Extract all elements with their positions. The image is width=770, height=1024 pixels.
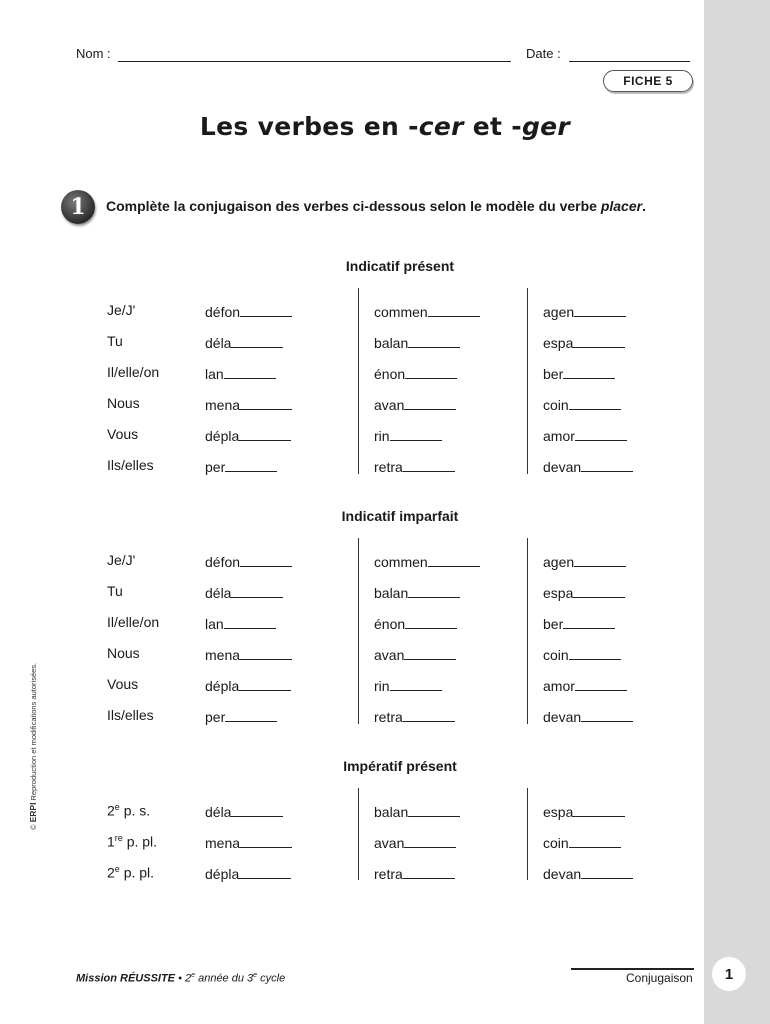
- verb-stem-entry[interactable]: agen: [543, 302, 626, 320]
- answer-blank[interactable]: [225, 457, 277, 472]
- verb-stem-entry[interactable]: déla: [205, 583, 283, 601]
- column-divider: [358, 288, 359, 474]
- verb-stem-entry[interactable]: lan: [205, 364, 276, 382]
- verb-stem-entry[interactable]: rin: [374, 426, 442, 444]
- column-divider: [527, 788, 528, 880]
- column-divider: [527, 288, 528, 474]
- answer-blank[interactable]: [240, 302, 292, 317]
- answer-blank[interactable]: [408, 802, 460, 817]
- verb-stem-entry[interactable]: devan: [543, 864, 633, 882]
- date-label: Date :: [526, 46, 561, 61]
- verb-stem-entry[interactable]: coin: [543, 833, 621, 851]
- answer-blank[interactable]: [569, 395, 621, 410]
- verb-stem-entry[interactable]: espa: [543, 802, 625, 820]
- answer-blank[interactable]: [390, 426, 442, 441]
- person-label: 2e p. s.: [107, 802, 151, 819]
- page-title: Les verbes en -cer et -ger: [199, 112, 571, 141]
- pronoun-label: Il/elle/on: [107, 614, 160, 630]
- answer-blank[interactable]: [240, 645, 292, 660]
- pronoun-label: Tu: [107, 333, 123, 349]
- answer-blank[interactable]: [404, 395, 456, 410]
- pronoun-label: Nous: [107, 395, 140, 411]
- verb-stem-entry[interactable]: rin: [374, 676, 442, 694]
- answer-blank[interactable]: [240, 395, 292, 410]
- pronoun-label: Tu: [107, 583, 123, 599]
- verb-stem-entry[interactable]: coin: [543, 645, 621, 663]
- verb-stem-entry[interactable]: amor: [543, 426, 627, 444]
- verb-stem-entry[interactable]: déla: [205, 333, 283, 351]
- footer-section-label: Conjugaison: [626, 971, 693, 985]
- answer-blank[interactable]: [240, 833, 292, 848]
- answer-blank[interactable]: [563, 364, 615, 379]
- answer-blank[interactable]: [403, 864, 455, 879]
- verb-stem-entry[interactable]: dépla: [205, 426, 291, 444]
- verb-stem-entry[interactable]: agen: [543, 552, 626, 570]
- pronoun-label: Nous: [107, 645, 140, 661]
- answer-blank[interactable]: [581, 707, 633, 722]
- verb-stem-entry[interactable]: devan: [543, 457, 633, 475]
- verb-stem-entry[interactable]: coin: [543, 395, 621, 413]
- verb-stem-entry[interactable]: balan: [374, 802, 460, 820]
- verb-stem-entry[interactable]: dépla: [205, 864, 291, 882]
- pronoun-label: Vous: [107, 676, 139, 692]
- answer-blank[interactable]: [224, 614, 276, 629]
- verb-stem-entry[interactable]: amor: [543, 676, 627, 694]
- answer-blank[interactable]: [563, 614, 615, 629]
- column-divider: [527, 538, 528, 724]
- section-title-indicatif-present: Indicatif présent: [345, 258, 455, 274]
- page-number: 1: [712, 957, 746, 991]
- copyright-notice: © ERPI Reproduction et modifications autorisées.: [28, 662, 38, 830]
- answer-blank[interactable]: [404, 833, 456, 848]
- answer-blank[interactable]: [575, 426, 627, 441]
- answer-blank[interactable]: [403, 457, 455, 472]
- verb-stem-entry[interactable]: commen: [374, 302, 480, 320]
- answer-blank[interactable]: [573, 802, 625, 817]
- pronoun-label: Ils/elles: [107, 707, 154, 723]
- verb-stem-entry[interactable]: espa: [543, 333, 625, 351]
- answer-blank[interactable]: [574, 302, 626, 317]
- answer-blank[interactable]: [575, 676, 627, 691]
- answer-blank[interactable]: [390, 676, 442, 691]
- activity-instruction: Complète la conjugaison des verbes ci-dessous selon le modèle du verbe placer.: [106, 198, 646, 214]
- answer-blank[interactable]: [574, 552, 626, 567]
- verb-stem-entry[interactable]: énon: [374, 364, 457, 382]
- answer-blank[interactable]: [581, 457, 633, 472]
- answer-blank[interactable]: [231, 333, 283, 348]
- verb-stem-entry[interactable]: espa: [543, 583, 625, 601]
- verb-stem-entry[interactable]: retra: [374, 864, 455, 882]
- answer-blank[interactable]: [404, 645, 456, 660]
- answer-blank[interactable]: [573, 333, 625, 348]
- answer-blank[interactable]: [240, 552, 292, 567]
- answer-blank[interactable]: [231, 802, 283, 817]
- section-title-imperatif-present: Impératif présent: [343, 758, 457, 774]
- date-field[interactable]: [569, 61, 690, 62]
- answer-blank[interactable]: [569, 645, 621, 660]
- answer-blank[interactable]: [231, 583, 283, 598]
- answer-blank[interactable]: [403, 707, 455, 722]
- answer-blank[interactable]: [405, 614, 457, 629]
- verb-stem-entry[interactable]: lan: [205, 614, 276, 632]
- verb-stem-entry[interactable]: mena: [205, 833, 292, 851]
- verb-stem-entry[interactable]: retra: [374, 457, 455, 475]
- answer-blank[interactable]: [408, 333, 460, 348]
- answer-blank[interactable]: [428, 302, 480, 317]
- answer-blank[interactable]: [239, 426, 291, 441]
- verb-stem-entry[interactable]: per: [205, 457, 277, 475]
- verb-stem-entry[interactable]: avan: [374, 833, 456, 851]
- answer-blank[interactable]: [428, 552, 480, 567]
- pronoun-label: Ils/elles: [107, 457, 154, 473]
- answer-blank[interactable]: [239, 864, 291, 879]
- verb-stem-entry[interactable]: énon: [374, 614, 457, 632]
- answer-blank[interactable]: [224, 364, 276, 379]
- answer-blank[interactable]: [405, 364, 457, 379]
- nom-label: Nom :: [76, 46, 111, 61]
- verb-stem-entry[interactable]: balan: [374, 583, 460, 601]
- column-divider: [358, 788, 359, 880]
- footer-rule: [571, 968, 694, 970]
- person-label: 1re p. pl.: [107, 833, 158, 850]
- verb-stem-entry[interactable]: retra: [374, 707, 455, 725]
- footer-series: Mission RÉUSSITE • 2e année du 3e cycle: [76, 972, 286, 985]
- verb-stem-entry[interactable]: défon: [205, 302, 292, 320]
- verb-stem-entry[interactable]: balan: [374, 333, 460, 351]
- pronoun-label: Vous: [107, 426, 139, 442]
- answer-blank[interactable]: [408, 583, 460, 598]
- column-divider: [358, 538, 359, 724]
- verb-stem-entry[interactable]: commen: [374, 552, 480, 570]
- verb-stem-entry[interactable]: mena: [205, 645, 292, 663]
- verb-stem-entry[interactable]: défon: [205, 552, 292, 570]
- pronoun-label: Je/J': [107, 302, 136, 318]
- verb-stem-entry[interactable]: devan: [543, 707, 633, 725]
- answer-blank[interactable]: [581, 864, 633, 879]
- answer-blank[interactable]: [239, 676, 291, 691]
- verb-stem-entry[interactable]: avan: [374, 645, 456, 663]
- verb-stem-entry[interactable]: déla: [205, 802, 283, 820]
- answer-blank[interactable]: [573, 583, 625, 598]
- verb-stem-entry[interactable]: avan: [374, 395, 456, 413]
- verb-stem-entry[interactable]: ber: [543, 364, 615, 382]
- verb-stem-entry[interactable]: mena: [205, 395, 292, 413]
- section-title-indicatif-imparfait: Indicatif imparfait: [341, 508, 459, 524]
- answer-blank[interactable]: [225, 707, 277, 722]
- fiche-badge: FICHE 5: [603, 70, 693, 92]
- answer-blank[interactable]: [569, 833, 621, 848]
- verb-stem-entry[interactable]: per: [205, 707, 277, 725]
- verb-stem-entry[interactable]: ber: [543, 614, 615, 632]
- pronoun-label: Il/elle/on: [107, 364, 160, 380]
- pronoun-label: Je/J': [107, 552, 136, 568]
- activity-number-badge: 1: [61, 190, 95, 224]
- nom-field[interactable]: [118, 61, 511, 62]
- verb-stem-entry[interactable]: dépla: [205, 676, 291, 694]
- person-label: 2e p. pl.: [107, 864, 155, 881]
